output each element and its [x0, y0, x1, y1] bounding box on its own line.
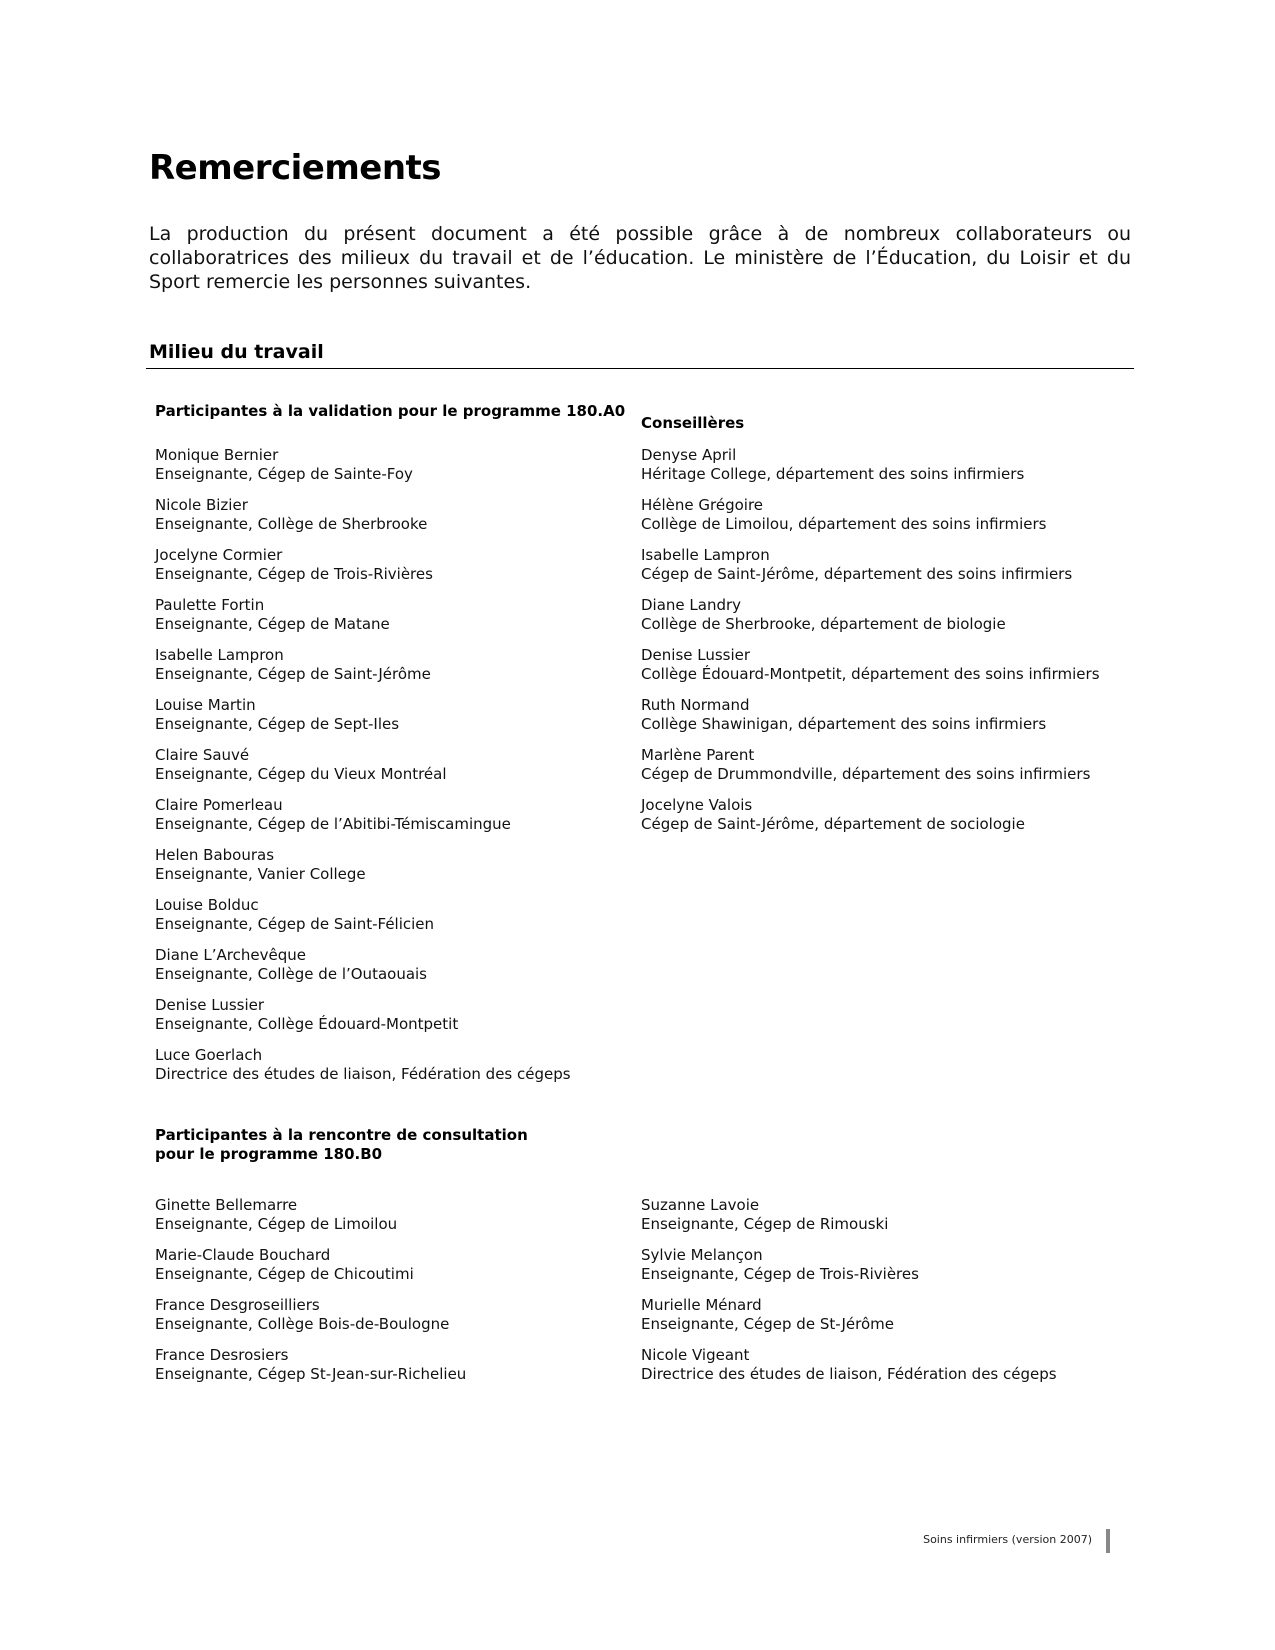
person-role: Enseignante, Collège Édouard-Montpetit: [155, 1015, 459, 1033]
consultation-entry: [641, 1196, 888, 1234]
person-entry: [155, 946, 427, 984]
person-role: Enseignante, Cégep de Chicoutimi: [155, 1265, 414, 1283]
person-entry: [155, 546, 433, 584]
person-name: France Desgroseilliers: [155, 1296, 320, 1314]
person-name: Marlène Parent: [641, 746, 755, 764]
person-name: Denise Lussier: [641, 646, 751, 664]
person-name: Diane L’Archevêque: [155, 946, 306, 964]
advisors-group-title: Conseillères: [641, 414, 745, 432]
person-name: Hélène Grégoire: [641, 496, 764, 514]
validation-group-title: Participantes à la validation pour le programme 180.A0: [155, 402, 626, 420]
person-entry: [155, 646, 431, 684]
person-role: Enseignante, Cégep de St-Jérôme: [641, 1315, 894, 1333]
person-role: Enseignante, Cégep de Trois-Rivières: [155, 565, 433, 583]
person-role: Collège Édouard-Montpetit, département des soins infirmiers: [641, 665, 1100, 683]
consultation-entry: [155, 1296, 449, 1334]
person-entry: [155, 796, 511, 834]
person-name: Claire Sauvé: [155, 746, 250, 764]
person-role: Collège Shawinigan, département des soins infirmiers: [641, 715, 1047, 733]
person-name: Paulette Fortin: [155, 596, 265, 614]
person-role: Enseignante, Cégep de Limoilou: [155, 1215, 398, 1233]
person-role: Collège de Sherbrooke, département de biologie: [641, 615, 1006, 633]
person-name: Suzanne Lavoie: [641, 1196, 760, 1214]
section-divider: [146, 368, 1134, 369]
person-role: Enseignante, Cégep de Saint-Félicien: [155, 915, 435, 933]
person-name: Ginette Bellemarre: [155, 1196, 298, 1214]
person-name: Luce Goerlach: [155, 1046, 263, 1064]
advisor-entry: [641, 646, 1100, 684]
person-role: Collège de Limoilou, département des soins infirmiers: [641, 515, 1047, 533]
person-entry: [155, 1046, 571, 1084]
consultation-entry: [155, 1346, 466, 1384]
person-name: Sylvie Melançon: [641, 1246, 763, 1264]
person-role: Cégep de Saint-Jérôme, département des soins infirmiers: [641, 565, 1073, 583]
page-title: Remerciements: [149, 148, 442, 188]
footer-marker: [1106, 1529, 1110, 1553]
person-role: Enseignante, Collège Bois-de-Boulogne: [155, 1315, 450, 1333]
person-name: France Desrosiers: [155, 1346, 289, 1364]
person-name: Jocelyne Valois: [641, 796, 753, 814]
person-role: Cégep de Drummondville, département des soins infirmiers: [641, 765, 1091, 783]
person-name: Louise Bolduc: [155, 896, 259, 914]
person-role: Enseignante, Cégep de l’Abitibi-Témiscamingue: [155, 815, 511, 833]
person-role: Enseignante, Cégep du Vieux Montréal: [155, 765, 447, 783]
person-name: Jocelyne Cormier: [155, 546, 283, 564]
person-entry: [155, 996, 458, 1034]
consultation-entry: [155, 1196, 397, 1234]
advisor-entry: [641, 696, 1046, 734]
person-role: Enseignante, Collège de Sherbrooke: [155, 515, 428, 533]
person-role: Directrice des études de liaison, Fédération des cégeps: [155, 1065, 571, 1083]
person-entry: [155, 746, 447, 784]
person-role: Enseignante, Vanier College: [155, 865, 366, 883]
advisor-entry: [641, 746, 1090, 784]
person-role: Enseignante, Cégep de Saint-Jérôme: [155, 665, 431, 683]
person-role: Enseignante, Cégep de Trois-Rivières: [641, 1265, 919, 1283]
person-name: Denise Lussier: [155, 996, 265, 1014]
person-entry: [155, 496, 427, 534]
person-name: Nicole Bizier: [155, 496, 248, 514]
person-name: Ruth Normand: [641, 696, 750, 714]
person-name: Nicole Vigeant: [641, 1346, 750, 1364]
advisor-entry: [641, 496, 1046, 534]
person-name: Marie-Claude Bouchard: [155, 1246, 331, 1264]
consultation-group-title: Participantes à la rencontre de consultation pour le programme 180.B0: [155, 1126, 528, 1163]
intro-paragraph: La production du présent document a été possible grâce à de nombreux collaborateurs ou collaboratrices des milieux du travail et de l’éducation. Le ministère de l’Éducation, du Loisir et du Sport remercie les personnes suivantes.: [149, 223, 1131, 293]
person-role: Directrice des études de liaison, Fédération des cégeps: [641, 1365, 1057, 1383]
person-name: Monique Bernier: [155, 446, 279, 464]
person-name: Helen Babouras: [155, 846, 275, 864]
person-name: Isabelle Lampron: [155, 646, 284, 664]
person-name: Claire Pomerleau: [155, 796, 283, 814]
person-role: Enseignante, Cégep St-Jean-sur-Richelieu: [155, 1365, 467, 1383]
person-entry: [155, 596, 390, 634]
person-name: Isabelle Lampron: [641, 546, 770, 564]
advisor-entry: [641, 546, 1072, 584]
person-role: Enseignante, Cégep de Sept-Iles: [155, 715, 400, 733]
advisor-entry: [641, 796, 1025, 834]
advisor-entry: [641, 596, 1006, 634]
person-name: Diane Landry: [641, 596, 742, 614]
person-name: Murielle Ménard: [641, 1296, 762, 1314]
person-role: Héritage College, département des soins infirmiers: [641, 465, 1025, 483]
advisor-entry: [641, 446, 1024, 484]
person-role: Enseignante, Cégep de Rimouski: [641, 1215, 889, 1233]
consultation-entry: [155, 1246, 414, 1284]
person-role: Enseignante, Cégep de Matane: [155, 615, 390, 633]
person-role: Cégep de Saint-Jérôme, département de sociologie: [641, 815, 1025, 833]
consultation-entry: [641, 1246, 919, 1284]
person-entry: [155, 846, 366, 884]
person-entry: [155, 896, 434, 934]
person-role: Enseignante, Cégep de Sainte-Foy: [155, 465, 413, 483]
footer-text: Soins infirmiers (version 2007): [923, 1533, 1092, 1546]
section-heading: Milieu du travail: [149, 341, 324, 363]
consultation-entry: [641, 1346, 1057, 1384]
person-entry: [155, 446, 413, 484]
person-name: Denyse April: [641, 446, 737, 464]
consultation-entry: [641, 1296, 894, 1334]
person-role: Enseignante, Collège de l’Outaouais: [155, 965, 427, 983]
person-entry: [155, 696, 399, 734]
person-name: Louise Martin: [155, 696, 256, 714]
